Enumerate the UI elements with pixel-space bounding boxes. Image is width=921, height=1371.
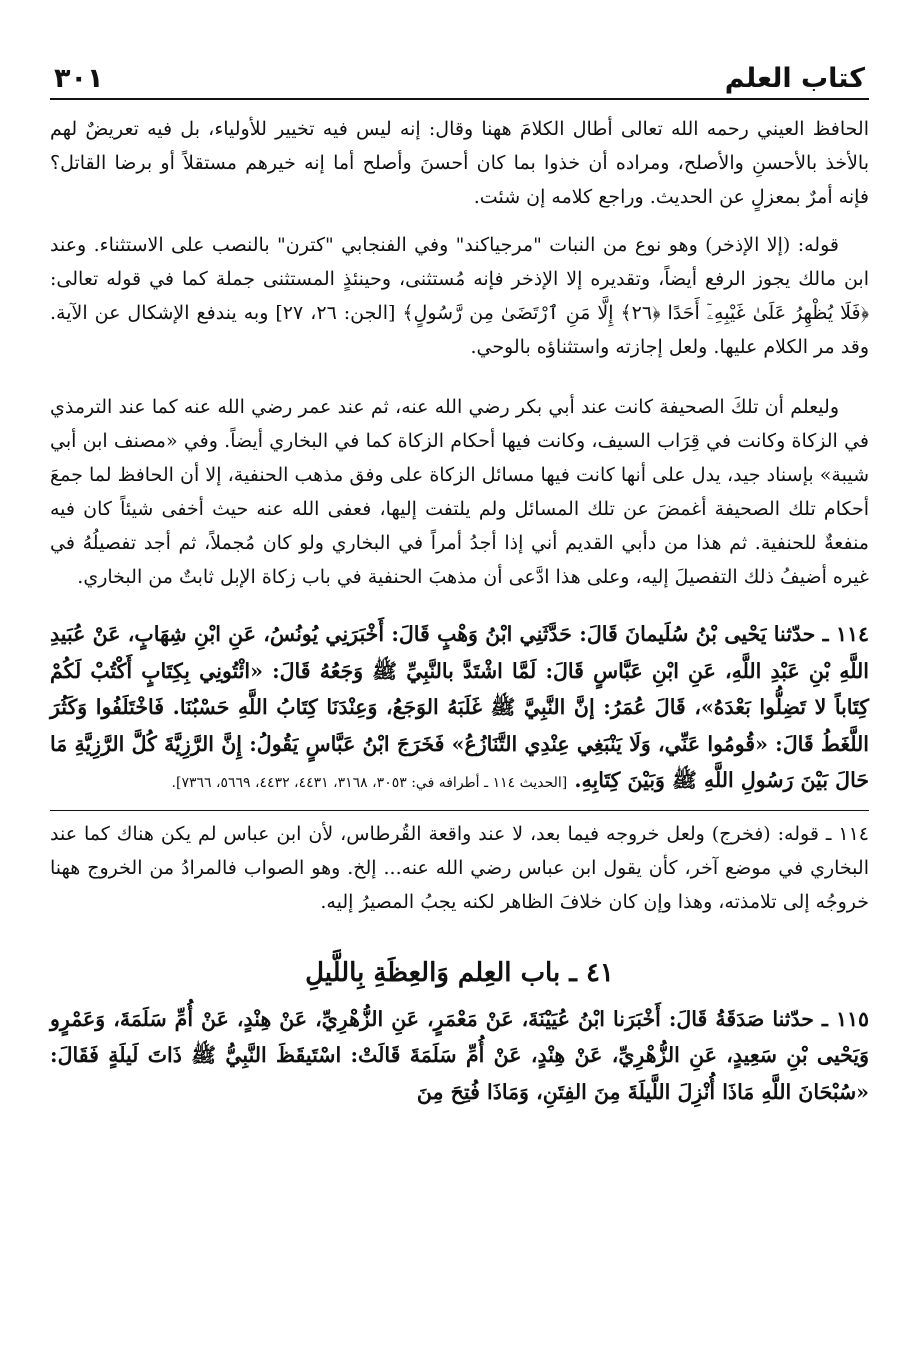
hadith-114-text: ١١٤ ـ حدّثنا يَحْيى بْنُ سُلَيمانَ قَالَ: حَدَّثَنِي ابْنُ وَهْبٍ قَالَ: أَخْبَرَنِي يُونُسُ، عَنِ ابْنِ شِهَابٍ، عَنْ عُبَيدِ اللَّهِ بْنِ عَبْدِ اللَّهِ، عَنِ ابْنِ عَبَّاسٍ قَالَ: لَمَّا اشْتَدَّ بالنَّبِيِّ ﷺ وَجَعُهُ قَالَ: «ائْتُونِي بِكِتَابٍ أَكْتُبْ لَكُمْ كِتَاباً لا تَضِلُّوا بَعْدَهُ»، قَالَ عُمَرُ: إنَّ النَّبِيَّ ﷺ غَلَبَهُ الوَجَعُ، وَعِنْدَنَا كِتَابُ اللَّهِ حَسْبُنَا. فَاخْتَلَفُوا وَكَثُرَ اللَّغَطُ قَالَ: «قُومُوا عَنِّي، وَلَا يَنْبَغِي عِنْدِي التَّنَازُعُ» فَخَرَجَ ابْنُ عَبَّاسٍ يَقُولُ: إِنَّ الرَّزِيَّةَ كُلَّ الرَّزِيَّةِ مَا حَالَ بَيْنَ رَسُولِ اللَّهِ ﷺ وَبَيْنَ كِتَابِهِ. xyxy=(50,622,869,792)
book-title: كتاب العلم xyxy=(724,63,865,94)
running-header xyxy=(50,52,869,100)
hadith-114-reference: [الحديث ١١٤ ـ أطرافه في: ٣٠٥٣، ٣١٦٨، ٤٤٣١، ٤٤٣٢، ٥٦٦٩، ٧٣٦٦]. xyxy=(171,775,568,791)
commentary-paragraph-2: قوله: (إلا الإذخر) وهو نوع من النبات "مرجياكند" وفي الفنجابي "كترن" بالنصب على الاستثناء. وعند ابن مالك يجوز الرفع أيضاً، وتقديره إلا الإذخر فإنه مُستثنى، وحينئذٍ المستثنى جملة كما في قوله تعالى: ﴿فَلَا يُظْهِرُ عَلَىٰ غَيْبِهِۦٓ أَحَدًا ﴿٢٦﴾ إِلَّا مَنِ ٱرْتَضَىٰ مِن رَّسُولٍ﴾ [الجن: ٢٦، ٢٧] وبه يندفع الإشكال عن الآية. وقد مر الكلام عليها. ولعل إجازته واستثناؤه بالوحي. xyxy=(50,234,870,358)
chapter-heading: ٤١ ـ باب العِلم وَالعِظَةِ بِاللَّيلِ xyxy=(305,957,614,988)
commentary-paragraph-3: وليعلم أن تلكَ الصحيفة كانت عند أبي بكر رضي الله عنه، ثم عند عمر رضي الله عنه كما عند الترمذي في الزكاة وكانت في قِرَاب السيف، وكانت فيها أحكام الزكاة كما في البخاري أيضاً. وفي «مصنف ابن أبي شيبة» بإسناد جيد، يدل على أنها كانت فيها مسائل الزكاة على وفق مذهب الحنفية، إلا أن الحافظ لما جمعَ أحكام تلك الصحيفة أغمضَ عن تلك المسائل ولم يلتفت إليها، فعفى الله عنه حيث أخفى شيئاً كان فيه منفعةٌ للحنفية. ثم هذا من دأبي القديم أني إذا أجدُ أمراً في البخاري ولو كان مُجملاً، ثم أجد تفصيلُهُ في غيره أضيفُ ذلك التفصيلَ إليه، وعلى هذا ادَّعى أن مذهبَ الحنفية في باب زكاة الإبل ثابتٌ من البخاري. xyxy=(50,396,869,588)
section-divider xyxy=(50,810,869,811)
commentary-paragraph-1: الحافظ العيني رحمه الله تعالى أطال الكلامَ ههنا وقال: إنه ليس فيه تخيير للأولياء، بل فيه تعريضٌ لهم بالأخذ بالأحسنِ والأصلح، ومراده أن خذوا بما كان أحسنَ وأصلح أما إنه خيرهم مستقلاً أو برضا القاتل؟ فإنه أمرٌ بمعزلٍ عن الحديث. وراجع كلامه إن شئت. xyxy=(50,118,869,208)
page-number: ٣٠١ xyxy=(54,63,104,94)
book-page xyxy=(50,52,869,1361)
hadith-115: ١١٥ ـ حدّثنا صَدَقَةُ قَالَ: أَخْبَرَنا ابْنُ عُيَيْنَةَ، عَنْ مَعْمَرٍ، عَنِ الزُّهْرِيِّ، عَنْ هِنْدٍ، عَنْ أُمِّ سَلَمَةَ، وَعَمْرٍو وَيَحْيى بْنِ سَعِيدٍ، عَنِ الزُّهْرِيِّ، عَنْ هِنْدٍ، عَنْ أُمِّ سَلَمَةَ قَالَتْ: اسْتَيقَظَ النَّبِيُّ ﷺ ذَاتَ لَيلَةٍ فَقَالَ: «سُبْحَانَ اللَّهِ مَاذَا أُنْزِلَ اللَّيلَةَ مِنَ الفِتَنِ، وَمَاذَا فُتِحَ مِنَ xyxy=(50,1006,869,1104)
hadith-114 xyxy=(50,616,869,802)
commentary-paragraph-4: ١١٤ ـ قوله: (فخرج) ولعل خروجه فيما بعد، لا عند واقعة القُرطاس، لأن ابن عباس لم يكن هناك كما عند البخاري في موضع آخر، كأن يقول ابن عباس رضي الله عنه... إلخ. وهو الصواب فالمرادُ من الخروج ههنا خروجُه إلى تلامذته، وهذا وإن كان خلافَ الظاهر لكنه يجبُ المصيرُ إليه. xyxy=(50,822,869,913)
